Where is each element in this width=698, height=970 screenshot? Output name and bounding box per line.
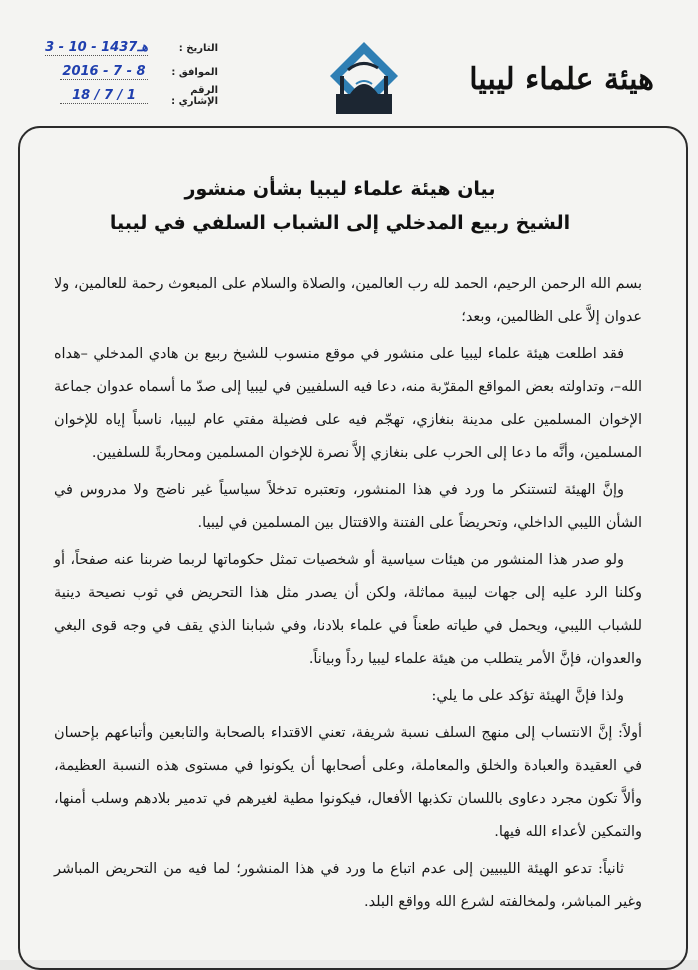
letterhead [0,0,698,130]
paragraph-1: فقد اطلعت هيئة علماء ليبيا على منشور في موقع منسوب للشيخ ربيع بن هادي المدخلي –هداه الله–، وتداولته بعض المواقع المقرّبة منه، دعا فيه السلفيين في ليبيا إلى صدّ ما أسماه عدوان جماعة الإخوان المسلمين على مدينة بنغازي، تهجّم فيه على فضيلة مفتي عام ليبيا، ناسباً إياه للإخوان المسلمين، وأنَّه ما دعا إلى الحرب على بنغازي إلاَّ نصرة للإخوان المسلمين ومحاربةً للسلفيين. [54,346,642,461]
paragraph-2: وإنَّ الهيئة لتستنكر ما ورد في هذا المنشور، وتعتبره تدخلاً سياسياً غير ناضج ولا مدروس في الشأن الليبي الداخلي، وتحريضاً على الفتنة والاقتتال بين المسلمين في ليبيا. [54,482,642,531]
reference-label: الرقم الإشاري : [171,85,218,107]
organization-name: هيئة علماء ليبيا [469,62,654,97]
point-1: أولاً: إنَّ الانتساب إلى منهج السلف نسبة شريفة، تعني الاقتداء بالصحابة والتابعين وأتباعهم بإحسان في العقيدة والعبادة والخلق والمعاملة، وعلى أصحابها أن يكونوا في مستوى هذه النسبة العظيمة، وألاَّ تكون مجرد دعاوى باللسان تكذبها الأفعال، فيكونوا مطية لغيرهم في تدمير بلادهم وسلب أمنها، والتمكين لأعداء الله فيها. [54,725,642,840]
paragraph-4: ولذا فإنَّ الهيئة تؤكد على ما يلي: [431,688,624,704]
title-line-1: بيان هيئة علماء ليبيا بشأن منشور [184,178,496,200]
reference-number-value: 18 / 7 / 1 [60,88,148,104]
reference-block [38,36,218,108]
gregorian-date-value: 2016 - 7 - 8 [60,64,148,80]
reference-row [38,84,218,108]
gregorian-row [38,60,218,84]
organization-logo-icon [328,40,400,118]
point-2: ثانياً: تدعو الهيئة الليبيين إلى عدم اتباع ما ورد في هذا المنشور؛ لما فيه من التحريض المباشر وغير المباشر، ولمخالفته لشرع الله وواقع البلد. [54,861,642,910]
hijri-date-value: 3 - 10 - 1437هـ [45,40,148,55]
date-label: التاريخ : [178,42,218,54]
paragraph-3: ولو صدر هذا المنشور من هيئات سياسية أو شخصيات تمثل حكوماتها لربما ضربنا عنه صفحاً، أو وكلنا الرد عليه إلى جهات ليبية مماثلة، ولكن أن يصدر مثل هذا التحريض في ثوب نصيحة دينية للشباب الليبي، ويحمل في طياته طعناً في علماء بلادنا، وفي شبابنا الذي يقف في وجه قوى البغي والعدوان، فإنَّ الأمر يتطلب من هيئة علماء ليبيا رداً وبياناً. [54,552,642,667]
gregorian-label: الموافق : [171,66,218,78]
date-row [38,36,218,60]
title-line-2: الشيخ ربيع المدخلي إلى الشباب السلفي في ليبيا [109,212,571,234]
statement-body [54,268,642,923]
basmala-paragraph: بسم الله الرحمن الرحيم، الحمد لله رب العالمين، والصلاة والسلام على المبعوث رحمة للعالمين، ولا عدوان إلاَّ على الظالمين، وبعد؛ [54,276,642,325]
statement-title [60,172,620,240]
